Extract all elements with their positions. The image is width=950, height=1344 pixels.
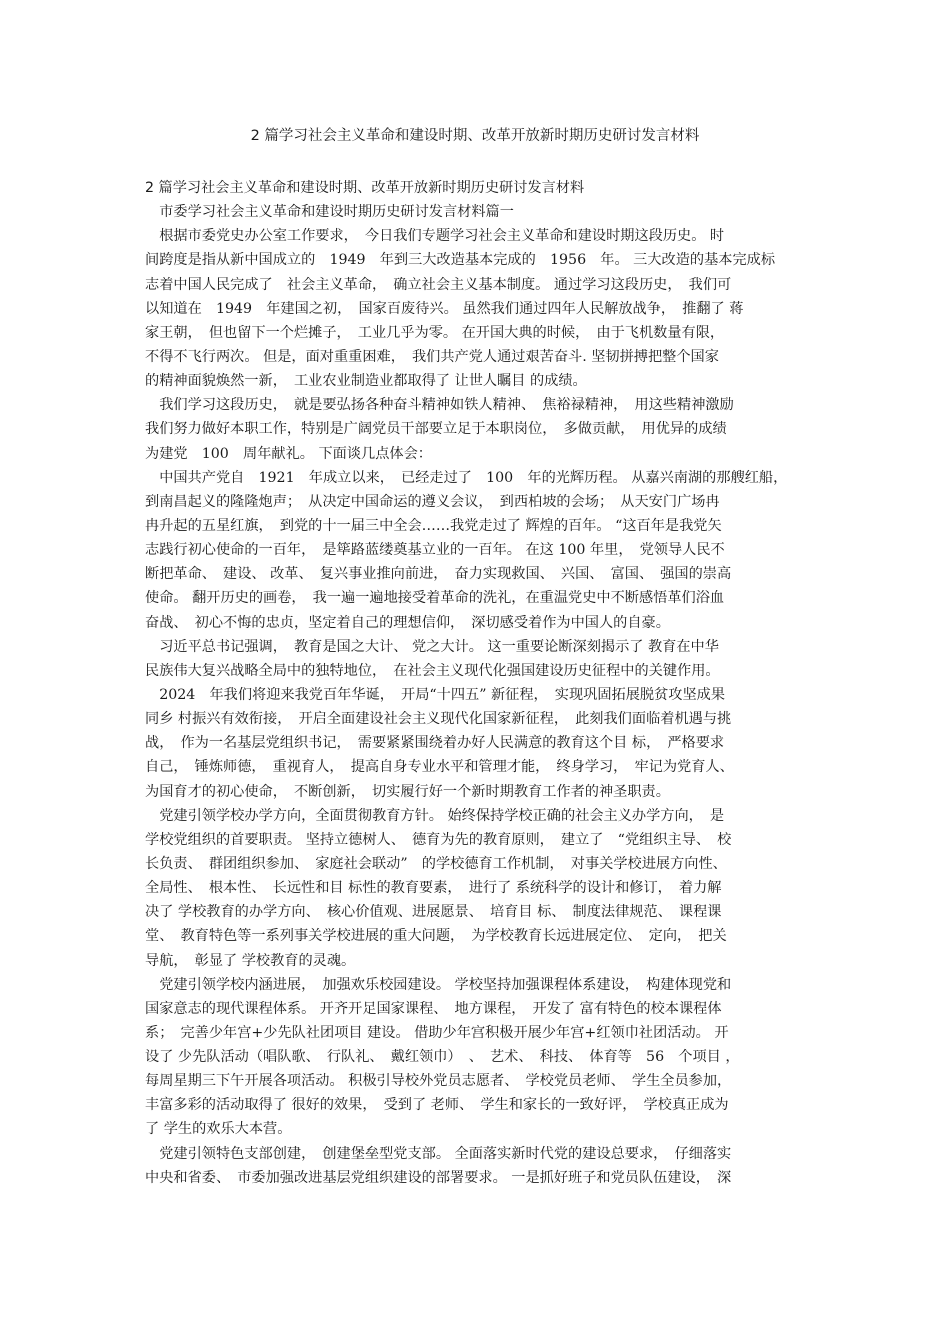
body-line: 系； 完善少年宫+少先队社团项目 建设。 借助少年宫积极开展少年宫+红领巾社团活动。 开 [145, 1024, 729, 1041]
body-line: 间跨度是指从新中国成立的 1949 年到三大改造基本完成的 1956 年。 三大改造的基本完成标 [145, 252, 776, 269]
body-line: 中国共产党自 1921 年成立以来， 已经走过了 100 年的光辉历程。 从嘉兴南湖的那艘红船， [145, 469, 788, 486]
body-line: 国家意志的现代课程体系。 开齐开足国家课程、 地方课程， 开发了 富有特色的校本课程体 [145, 1000, 722, 1017]
body-line: 不得不飞行两次。 但是，面对重重困难， 我们共产党人通过艰苦奋斗. 坚韧拼搏把整个国家 [145, 348, 719, 365]
body-line: 堂、 教育特色等一系列事关学校进展的重大问题， 为学校教育长远进展定位、 定向， 把关 [145, 928, 727, 945]
body-line: 家王朝， 但也留下一个烂摊子， 工业几乎为零。 在开国大典的时候， 由于飞机数量有限， [145, 324, 725, 341]
body-line: 以知道在 1949 年建国之初， 国家百废待兴。 虽然我们通过四年人民解放战争， 推翻了 蒋 [145, 300, 744, 317]
body-line: 奋战、 初心不悔的忠贞，坚定着自己的理想信仰， 深切感受着作为中国人的自豪。 [145, 614, 670, 631]
body-line: 丰富多彩的活动取得了 很好的效果， 受到了 老师、 学生和家长的一致好评， 学校真正成为 [145, 1097, 729, 1114]
body-line: 冉升起的五星红旗， 到党的十一届三中全会……我党走过了 辉煌的百年。 “这百年是我党矢 [145, 517, 722, 534]
body-line: 中央和省委、 市委加强改进基层党组织建设的部署要求。 一是抓好班子和党员队伍建设， 深 [145, 1169, 732, 1186]
body-line: 全局性、 根本性、 长远性和目 标性的教育要素， 进行了 系统科学的设计和修订， 着力解 [145, 880, 722, 897]
body-line: 每周星期三下午开展各项活动。 积极引导校外党员志愿者、 学校党员老师、 学生全员参加， [145, 1073, 732, 1090]
body-line: 2024 年我们将迎来我党百年华诞， 开局“十四五” 新征程， 实现巩固拓展脱贫攻坚成果 [145, 686, 726, 703]
body-line: 长负责、 群团组织参加、 家庭社会联动” 的学校德育工作机制， 对事关学校进展方向性、 [145, 855, 727, 872]
body-line: 志着中国人民完成了 社会主义革命， 确立社会主义基本制度。 通过学习这段历史， 我们可 [145, 276, 732, 293]
body-line: 党建引领学校办学方向，全面贯彻教育方针。 始终保持学校正确的社会主义办学方向， 是 [145, 807, 725, 824]
body-line: 到南昌起义的隆隆炮声； 从决定中国命运的遵义会议， 到西柏坡的会场； 从天安门广场冉 [145, 493, 720, 510]
body-line: 设了 少先队活动（唱队歌、 行队礼、 戴红领巾） 、 艺术、 科技、 体育等 56 个项目 ， [145, 1049, 740, 1066]
body-line: 的精神面貌焕然一新， 工业农业制造业都取得了 让世人瞩目 的成绩。 [145, 373, 587, 390]
body-line: 同乡 村振兴有效衔接， 开启全面建设社会主义现代化国家新征程， 此刻我们面临着机遇与挑 [145, 711, 732, 728]
body-line: 志践行初心使命的一百年， 是筚路蓝缕奠基立业的一百年。 在这 100 年里， 党领导人民不 [145, 542, 725, 559]
body-line: 根据市委党史办公室工作要求， 今日我们专题学习社会主义革命和建设时期这段历史。 时 [145, 228, 725, 245]
body-line: 为国育才的初心使命， 不断创新， 切实履行好一个新时期教育工作者的神圣职责。 [145, 783, 670, 800]
body-line: 自己， 锤炼师德， 重视育人， 提高自身专业水平和管理才能， 终身学习， 牢记为党育人、 [145, 759, 734, 776]
body-line: 我们努力做好本职工作，特别是广阔党员干部要立足于本职岗位， 多做贡献， 用优异的成绩 [145, 421, 727, 438]
body-line: 党建引领特色支部创建， 创建堡垒型党支部。 全面落实新时代党的建设总要求， 仔细落实 [145, 1145, 732, 1162]
body-line: 断把革命、 建设、 改革、 复兴事业推向前进， 奋力实现救国、 兴国、 富国、 强国的崇高 [145, 566, 732, 583]
body-line: 决了 学校教育的办学方向、 核心价值观、进展愿景、 培育目 标、 制度法律规范、 课程课 [145, 904, 722, 921]
body-line: 市委学习社会主义革命和建设时期历史研讨发言材料篇一 [145, 204, 514, 221]
body-line: 党建引领学校内涵进展， 加强欢乐校园建设。 学校坚持加强课程体系建设， 构建体现党和 [145, 976, 732, 993]
body-line: 导航， 彰显了 学校教育的灵魂。 [145, 952, 356, 969]
body-line: 学校党组织的首要职责。 坚持立德树人、 德育为先的教育原则， 建立了 “党组织主导、 校 [145, 831, 732, 848]
body-line: 民族伟大复兴战略全局中的独特地位， 在社会主义现代化强国建设历史征程中的关键作用。 [145, 662, 720, 679]
document-body [145, 176, 815, 1190]
body-line: 为建党 100 周年献礼。 下面谈几点体会： [145, 445, 432, 462]
document-title: 2 篇学习社会主义革命和建设时期、改革开放新时期历史研讨发言材料 [250, 128, 700, 144]
document-subtitle: 2 篇学习社会主义革命和建设时期、改革开放新时期历史研讨发言材料 [145, 180, 585, 196]
body-line: 使命。 翻开历史的画卷， 我一遍一遍地接受着革命的洗礼，在重温党史中不断感悟革们浴血 [145, 590, 725, 607]
body-line: 战， 作为一名基层党组织书记， 需要紧紧围绕着办好人民满意的教育这个目 标， 严格要求 [145, 735, 725, 752]
body-line: 了 学生的欢乐大本营。 [145, 1121, 292, 1138]
body-line: 我们学习这段历史， 就是要弘扬各种奋斗精神如铁人精神、 焦裕禄精神， 用这些精神激励 [145, 397, 734, 414]
body-line: 习近平总书记强调， 教育是国之大计、 党之大计。 这一重要论断深刻揭示了 教育在中华 [145, 638, 719, 655]
